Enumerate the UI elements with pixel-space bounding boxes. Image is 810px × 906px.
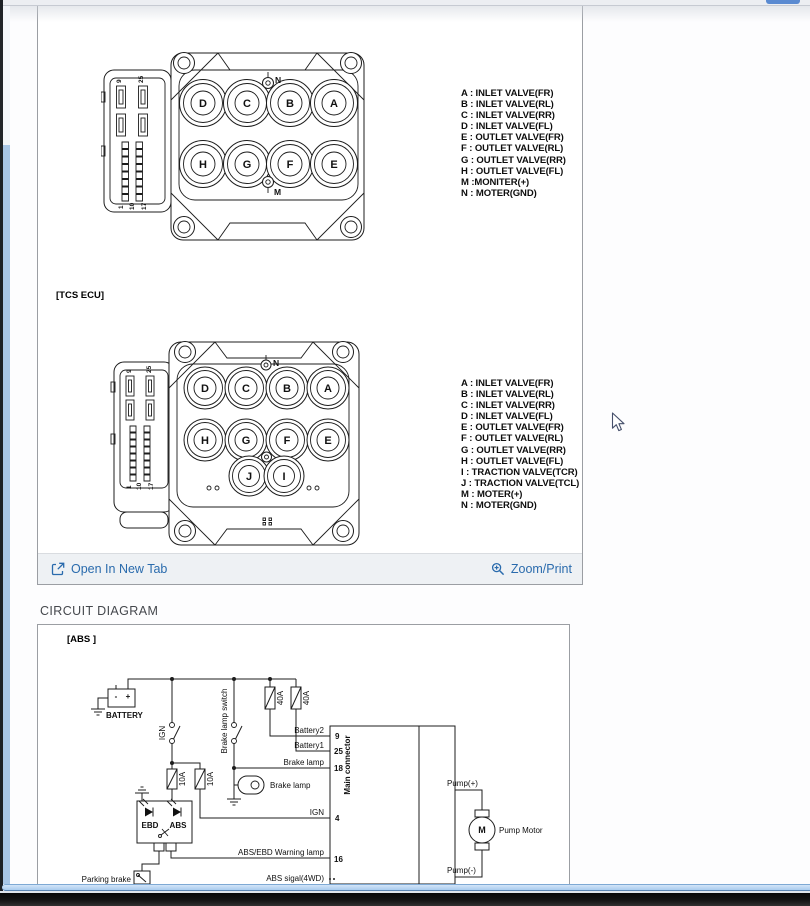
- valve-letter: H: [201, 435, 209, 447]
- valve-letter: C: [243, 98, 251, 110]
- pump-motor-label: Pump Motor: [499, 826, 543, 835]
- warning-lamp-cluster: [135, 787, 192, 851]
- fuse-10a-label: 10A: [178, 771, 187, 787]
- tcs-ecu-connector: [111, 362, 174, 528]
- valve-letter: B: [286, 98, 294, 110]
- legend-line: F : OUTLET VALVE(RL): [461, 433, 564, 445]
- abs-circuit-caption: [ABS ]: [67, 634, 97, 645]
- pump-minus-label: Pump(-): [447, 866, 476, 875]
- connector-pin-17: 17: [141, 202, 148, 210]
- left-scrollbar-thumb[interactable]: [3, 145, 10, 884]
- figure-footer: [38, 553, 582, 584]
- connector-pin-9: 9: [126, 369, 133, 373]
- legend-line: M :MONITER(+): [461, 176, 530, 188]
- legend-line: I : TRACTION VALVE(TCR): [461, 466, 578, 478]
- valve-letter: E: [324, 435, 332, 447]
- legend-line: N : MOTER(GND): [461, 187, 537, 199]
- connector-pin-1: 1: [118, 205, 125, 209]
- top-chrome-bar: [0, 0, 810, 6]
- open-in-new-tab-link[interactable]: [51, 562, 167, 576]
- ebd-lamp-icon: [139, 799, 153, 817]
- valve-letter: I: [282, 471, 286, 483]
- valve-letter: J: [245, 471, 253, 483]
- valve-letter: D: [199, 98, 207, 110]
- pump-plus-label: Pump(+): [447, 779, 478, 788]
- valve-letter: F: [283, 435, 291, 447]
- zoom-print-label: Zoom/Print: [510, 562, 572, 576]
- battery1-label: Battery1: [294, 741, 324, 750]
- valve-letter: B: [283, 383, 291, 395]
- zoom-print-icon: [491, 562, 505, 576]
- parking-brake-label: Parking brake: [81, 875, 131, 884]
- abs-signal-wire: [266, 874, 335, 883]
- abs-ecu-legend: [461, 88, 566, 199]
- legend-line: A : INLET VALVE(FR): [461, 88, 554, 99]
- abs-ecu-connector: [101, 70, 171, 212]
- warning-lamp-wire-label: ABS/EBD Warning lamp: [238, 848, 324, 857]
- battery-symbol: [91, 685, 144, 720]
- brake-lamp-bulb-label: Brake lamp: [270, 781, 311, 790]
- valve-letter: E: [330, 159, 338, 171]
- parking-brake-switch: [82, 851, 159, 884]
- battery-label: BATTERY: [106, 711, 143, 720]
- legend-line: D : INLET VALVE(FL): [461, 121, 553, 133]
- legend-line: D : INLET VALVE(FL): [461, 411, 553, 423]
- fuse-10a-label: 10A: [206, 771, 215, 787]
- abs-lamp-icon: [167, 799, 181, 817]
- circuit-diagram-panel: [37, 624, 570, 906]
- valve-letter: F: [286, 159, 294, 171]
- power-rail: [128, 677, 296, 685]
- valve-letter: G: [241, 435, 251, 447]
- main-connector: [330, 726, 455, 884]
- valve-letter: A: [324, 383, 332, 395]
- ebd-lamp-label: EBD: [141, 821, 159, 830]
- pin-number-18: 18: [334, 764, 343, 773]
- terminal-n-label: N: [273, 358, 280, 368]
- circuit-diagram-heading: CIRCUIT DIAGRAM: [40, 604, 159, 618]
- ign-switch: [158, 679, 180, 765]
- valve-letter: H: [199, 159, 207, 171]
- taskbar-strip: [0, 893, 810, 906]
- motor-m-symbol: M: [478, 825, 486, 835]
- tcs-ecu-caption: [TCS ECU]: [56, 290, 105, 301]
- legend-line: H : OUTLET VALVE(FL): [461, 165, 564, 177]
- legend-line: B : INLET VALVE(RL): [461, 99, 554, 111]
- legend-line: H : OUTLET VALVE(FL): [461, 455, 564, 467]
- battery-minus: -: [114, 692, 118, 701]
- legend-line: A : INLET VALVE(FR): [461, 378, 554, 389]
- legend-line: F : OUTLET VALVE(RL): [461, 143, 564, 155]
- fuse-40a-label: 40A: [276, 690, 285, 706]
- connector-pin-25: 25: [146, 365, 153, 373]
- valve-letter: C: [242, 383, 250, 395]
- ign-wire-label: IGN: [309, 808, 324, 817]
- legend-line: N : MOTER(GND): [461, 500, 537, 512]
- legend-line: B : INLET VALVE(RL): [461, 389, 554, 401]
- connector-pin-9: 9: [116, 79, 123, 83]
- abs-circuit-diagram: [38, 625, 569, 884]
- battery2-label: Battery2: [294, 726, 324, 735]
- fuse-40a-label: 40A: [302, 690, 311, 706]
- connector-pin-10: 10: [136, 482, 143, 490]
- legend-line: E : OUTLET VALVE(FR): [461, 422, 564, 434]
- abs-lamp-label: ABS: [169, 821, 187, 830]
- ign-switch-label: IGN: [158, 725, 167, 741]
- pin-number-16: 16: [334, 855, 343, 864]
- connector-pin-1: 1: [126, 485, 133, 489]
- top-blue-pill: [766, 0, 800, 4]
- legend-line: G : OUTLET VALVE(RR): [461, 154, 566, 166]
- legend-line: G : OUTLET VALVE(RR): [461, 444, 566, 456]
- abs-ecu-diagram: [101, 50, 371, 250]
- pin-number-25: 25: [334, 747, 343, 756]
- connector-pin-10: 10: [129, 202, 136, 210]
- brake-lamp-switch-label: Brake lamp switch: [220, 688, 229, 754]
- legend-line: C : INLET VALVE(RR): [461, 400, 555, 412]
- diag-switch-icon: [159, 829, 170, 838]
- connector-pin-17: 17: [148, 482, 155, 490]
- valve-letter: D: [201, 383, 209, 395]
- fuse-10a-left: [167, 763, 187, 801]
- valve-letter: A: [330, 98, 338, 110]
- mouse-cursor: [611, 412, 626, 433]
- bottom-window-edge: [2, 884, 810, 891]
- ground-icon: [227, 799, 241, 805]
- legend-line: J : TRACTION VALVE(TCL): [461, 477, 580, 489]
- terminal-m-label: M: [274, 187, 282, 197]
- abs-signal-label: ABS sigal(4WD): [266, 874, 324, 883]
- brake-lamp-bulb: [227, 768, 311, 805]
- pin-number-9: 9: [335, 732, 340, 741]
- zoom-print-link[interactable]: [491, 562, 572, 576]
- valve-letter: G: [242, 159, 252, 171]
- connector-pin-25: 25: [138, 75, 145, 83]
- legend-line: M : MOTER(+): [461, 488, 523, 500]
- pump-motor: [447, 779, 543, 877]
- open-in-new-tab-label: Open In New Tab: [71, 562, 168, 576]
- legend-line: C : INLET VALVE(RR): [461, 110, 555, 122]
- terminal-n-label: N: [275, 75, 282, 85]
- warning-lamp-wire: [171, 848, 330, 858]
- brake-lamp-wire-label: Brake lamp: [283, 758, 324, 767]
- pin-number-4: 4: [335, 814, 340, 823]
- battery-plus: +: [125, 692, 131, 701]
- open-in-new-tab-icon: [51, 562, 65, 576]
- ground-icon: [91, 709, 105, 715]
- main-connector-title: Main connector: [343, 735, 352, 795]
- ecu-figure-panel: [37, 6, 583, 585]
- ground-icon: [135, 787, 149, 801]
- tcs-ecu-legend: [461, 378, 579, 511]
- tcs-ecu-diagram: [101, 338, 371, 552]
- legend-line: E : OUTLET VALVE(FR): [461, 132, 564, 144]
